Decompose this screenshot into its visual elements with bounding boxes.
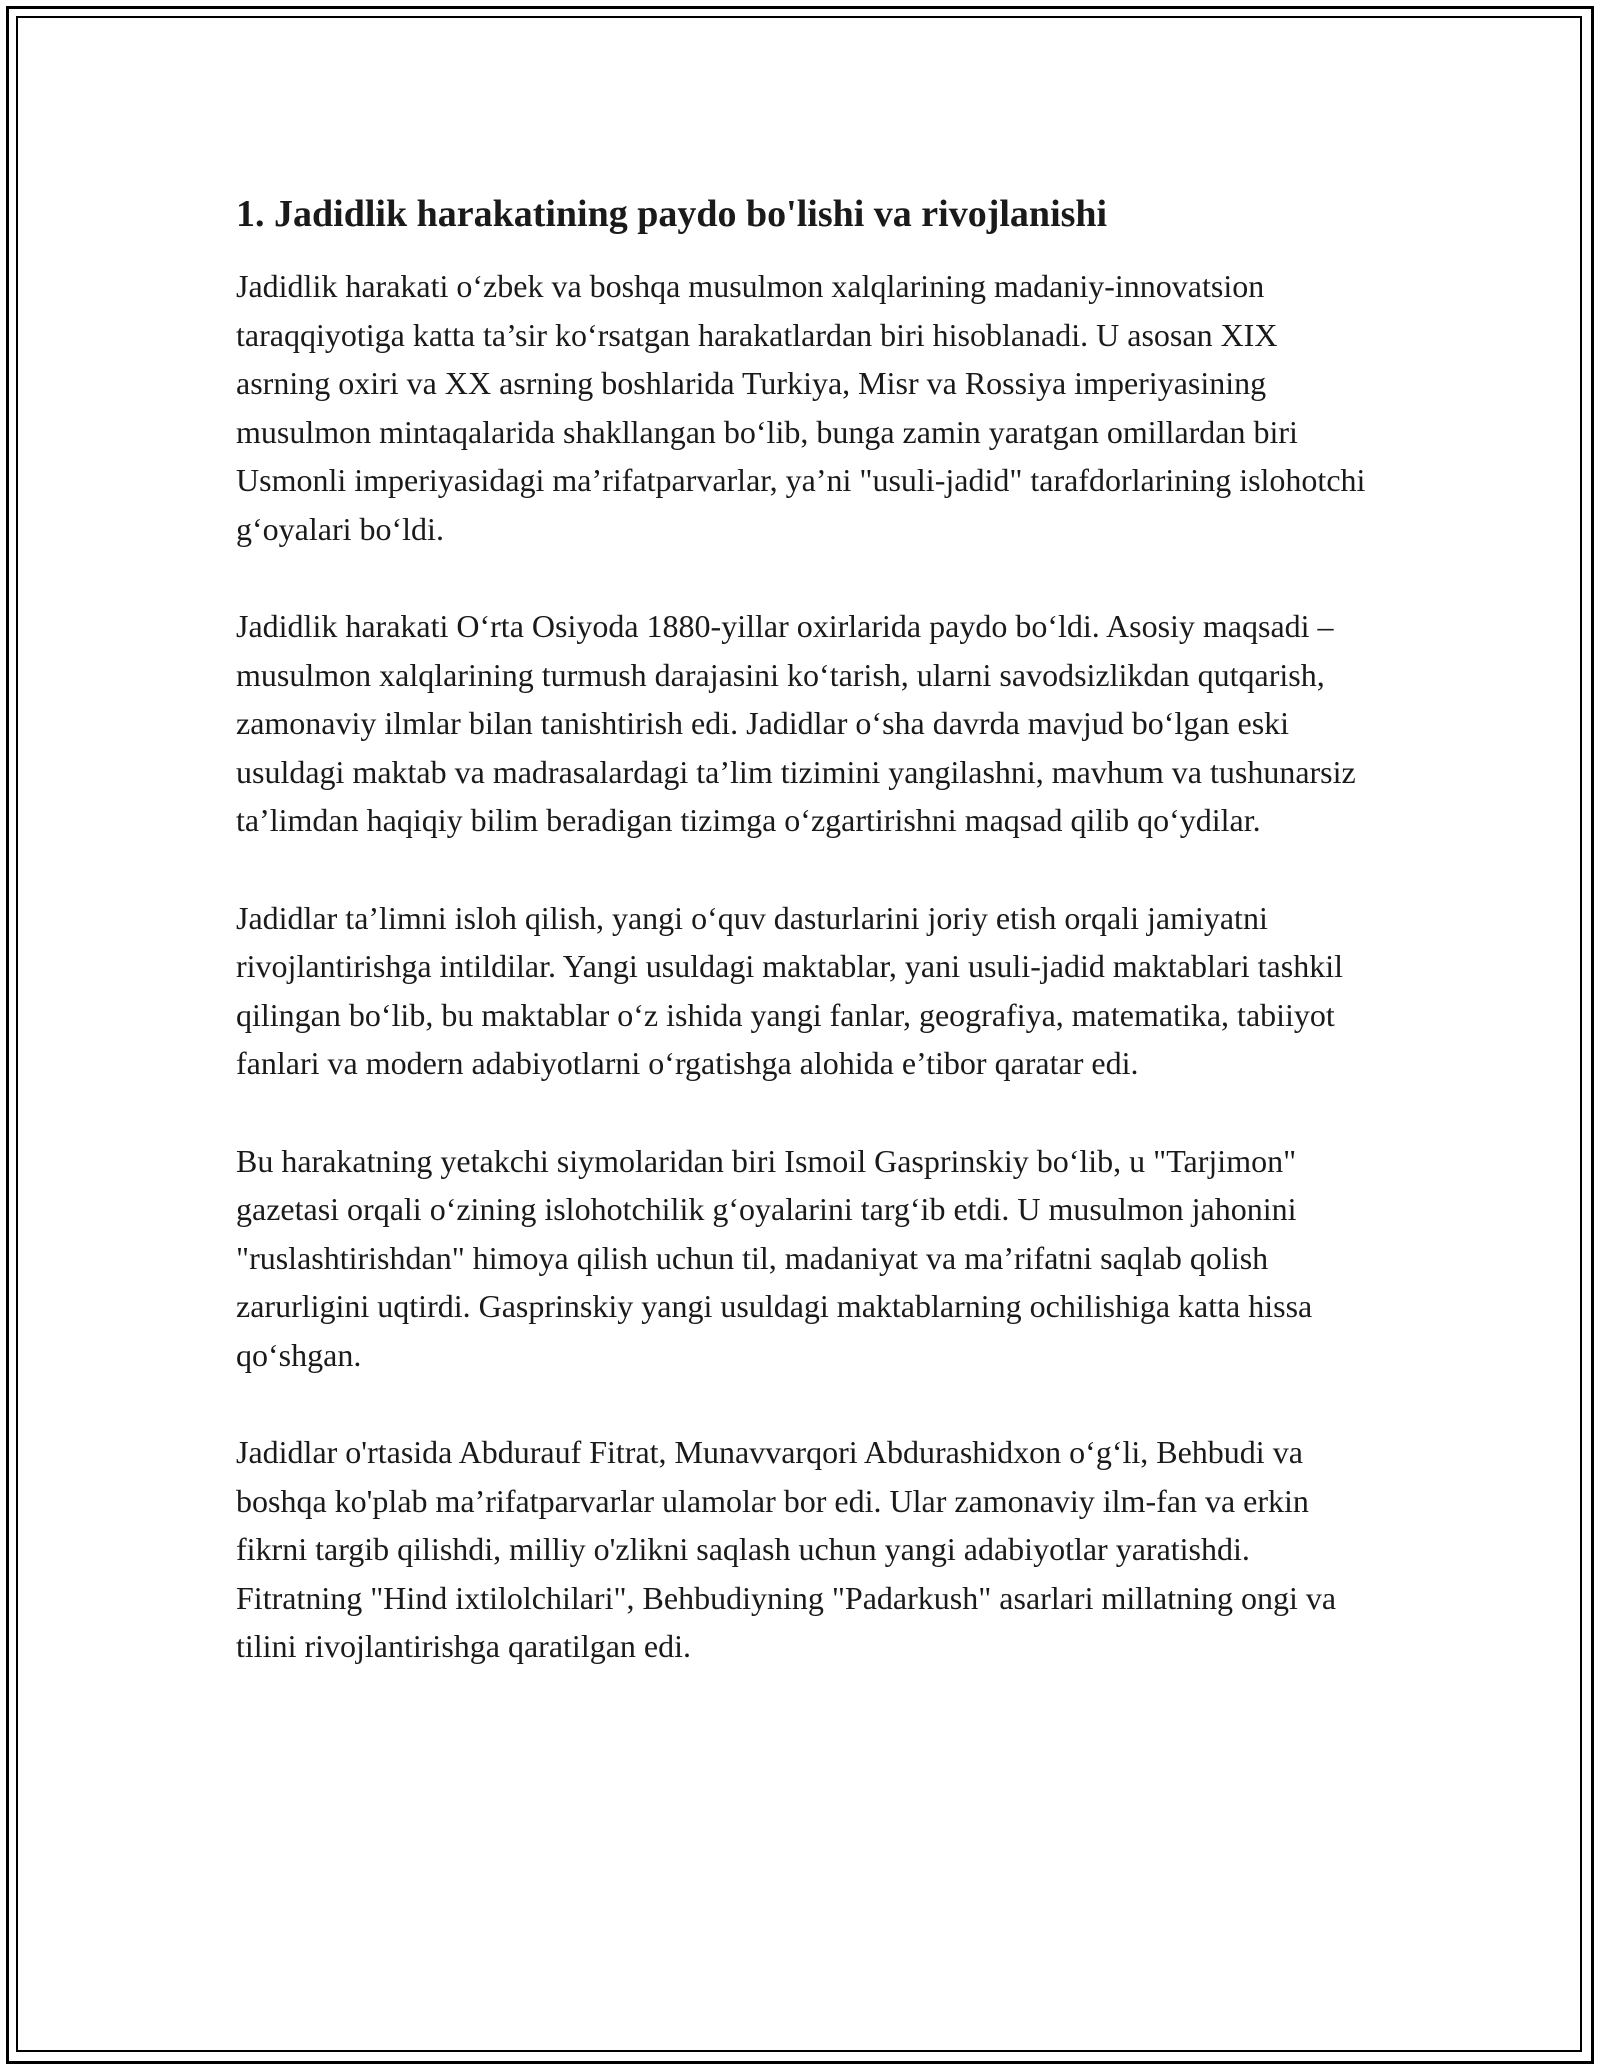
paragraph-5: Jadidlar o'rtasida Abdurauf Fitrat, Munavvarqori Abdurashidxon o‘g‘li, Behbudi va boshqa ko'plab ma’rifatparvarlar ulamolar bor edi. Ular zamonaviy ilm-fan va erkin fikrni targib qilishdi, milliy o'zlikni saqlash uchun yangi adabiyotlar yaratishdi. Fitratning "Hind ixtilolchilari", Behbudiyning "Padarkush" asarlari millatning ongi va tilini rivojlantirishga qaratilgan edi. (236, 1434, 1337, 1664)
document-body (236, 188, 1376, 1720)
paragraph-3: Jadidlar ta’limni isloh qilish, yangi o‘quv dasturlarini joriy etish orqali jamiyatni rivojlantirishga intildilar. Yangi usuldagi maktablar, yani usuli-jadid maktablari tashkil qilingan bo‘lib, bu maktablar o‘z ishida yangi fanlar, geografiya, matematika, tabiiyot fanlari va modern adabiyotlarni o‘rgatishga alohida e’tibor qaratar edi. (236, 899, 1343, 1081)
document-title: 1. Jadidlik harakatining paydo bo'lishi va rivojlanishi (236, 193, 1108, 235)
paragraph-2: Jadidlik harakati O‘rta Osiyoda 1880-yillar oxirlarida paydo bo‘ldi. Asosiy maqsadi – musulmon xalqlarining turmush darajasini ko‘tarish, ularni savodsizlikdan qutqarish, zamonaviy ilmlar bilan tanishtirish edi. Jadidlar o‘sha davrda mavjud bo‘lgan eski usuldagi maktab va madrasalardagi ta’lim tizimini yangilashni, mavhum va tushunarsiz ta’limdan haqiqiy bilim beradigan tizimga o‘zgartirishni maqsad qilib qo‘ydilar. (236, 608, 1356, 838)
paragraph-4: Bu harakatning yetakchi siymolaridan biri Ismoil Gasprinskiy bo‘lib, u "Tarjimon" gazetasi orqali o‘zining islohotchilik g‘oyalarini targ‘ib etdi. U musulmon jahonini "ruslashtirishdan" himoya qilish uchun til, madaniyat va ma’rifatni saqlab qolish zarurligini uqtirdi. Gasprinskiy yangi usuldagi maktablarning ochilishiga katta hissa qo‘shgan. (236, 1142, 1313, 1373)
paragraph-1: Jadidlik harakati o‘zbek va boshqa musulmon xalqlarining madaniy-innovatsion taraqqiyotiga katta ta’sir ko‘rsatgan harakatlardan biri hisoblanadi. U asosan XIX asrning oxiri va XX asrning boshlarida Turkiya, Misr va Rossiya imperiyasining musulmon mintaqalarida shakllangan bo‘lib, bunga zamin yaratgan omillardan biri Usmonli imperiyasidagi ma’rifatparvarlar, ya’ni "usuli-jadid" tarafdorlarining islohotchi g‘oyalari bo‘ldi. (236, 268, 1366, 547)
